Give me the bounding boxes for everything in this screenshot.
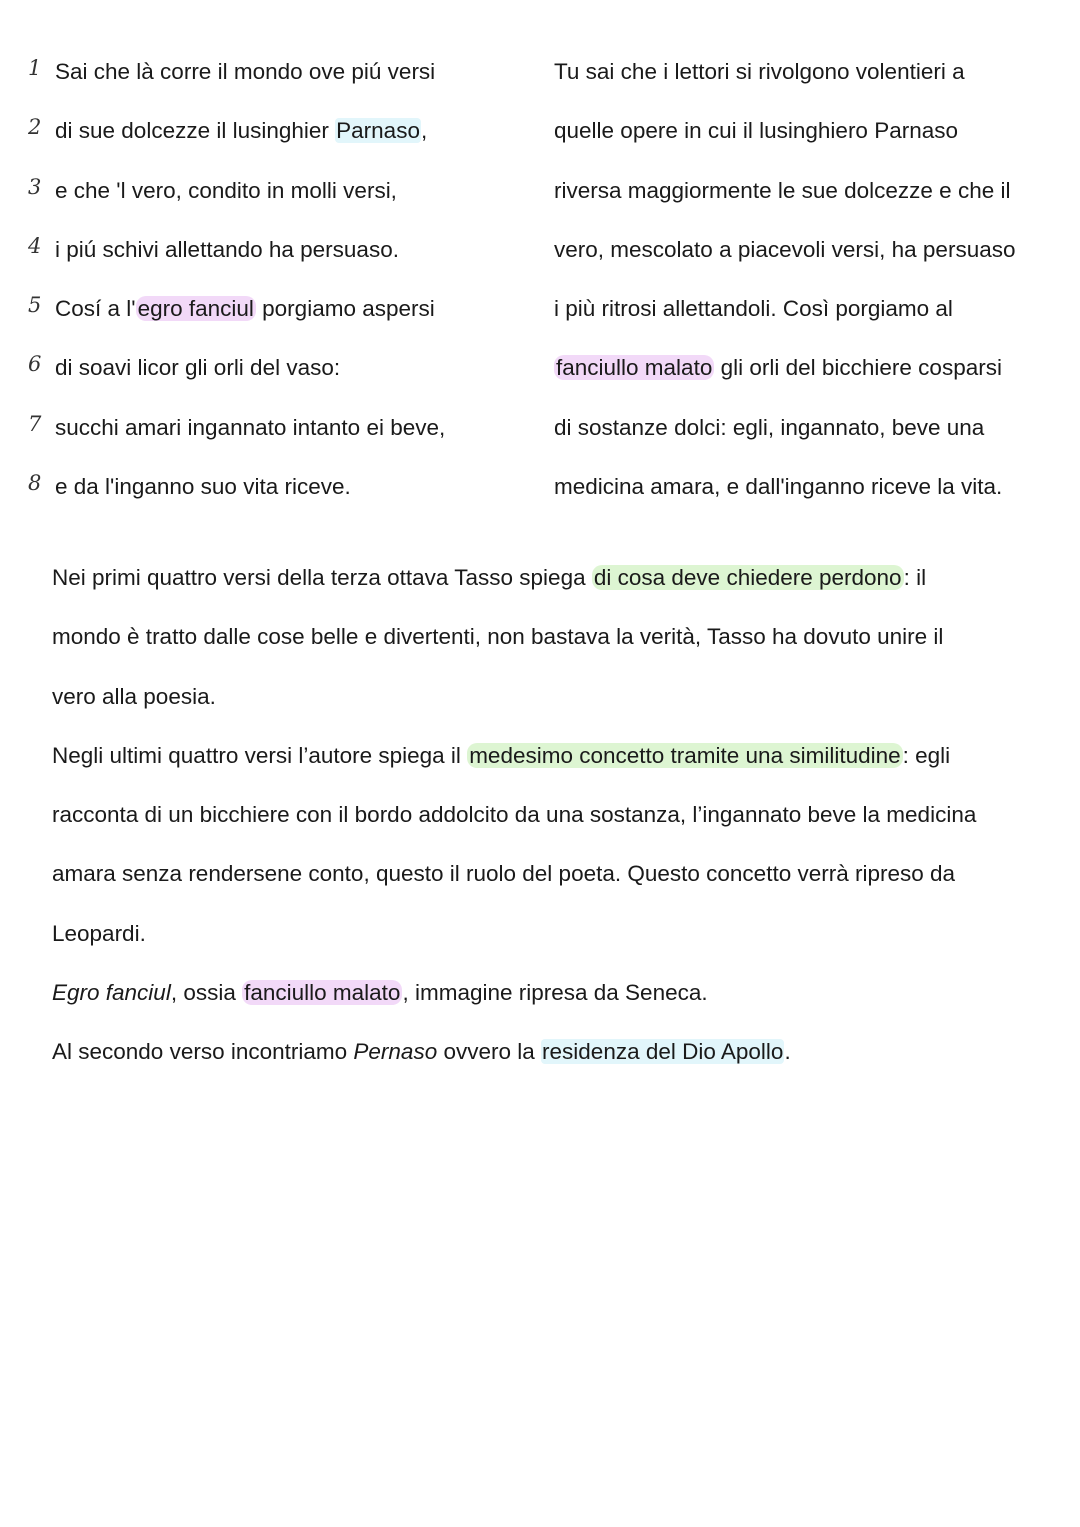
verse-original: Sai che là corre il mondo ove piú versi [55, 59, 436, 84]
highlight-fanciullo-malato: fanciullo malato [556, 355, 713, 381]
verse-original: Cosí a l'egro fanciul porgiamo aspersi [55, 296, 435, 322]
verse-number: 7 [28, 411, 42, 436]
verse-translation: Tu sai che i lettori si rivolgono volentieri a [554, 59, 965, 84]
commentary-line: amara senza rendersene conto, questo il ruolo del poeta. Questo concetto verrà ripreso da [52, 861, 956, 887]
verse-number: 8 [28, 471, 42, 496]
commentary-line: Negli ultimi quattro versi l’autore spiega il medesimo concetto tramite una similitudine: egli [52, 742, 951, 768]
verse-number: 6 [28, 352, 42, 377]
verse-row [0, 42, 1080, 101]
verse-number: 1 [28, 56, 42, 80]
verse-translation: riversa maggiormente le sue dolcezze e che il [554, 177, 1011, 203]
verse-original: succhi amari ingannato intanto ei beve, [55, 414, 446, 440]
verse-row [0, 101, 1080, 160]
highlight-perdono: di cosa deve chiedere perdono [593, 565, 902, 590]
verse-translation: vero, mescolato a piacevoli versi, ha persuaso [554, 236, 1016, 262]
highlight-residenza-apollo: residenza del Dio Apollo [542, 1039, 784, 1065]
verse-row [0, 279, 1080, 338]
highlight-similitudine: medesimo concetto tramite una similitudine [469, 742, 901, 768]
verse-original: i piú schivi allettando ha persuaso. [55, 236, 399, 262]
commentary-line: mondo è tratto dalle cose belle e divertenti, non bastava la verità, Tasso ha dovuto unire il [52, 624, 944, 650]
highlight-parnaso: Parnaso [336, 118, 420, 144]
verse-row [0, 161, 1080, 220]
verse-row [0, 398, 1080, 457]
commentary-line: Nei primi quattro versi della terza ottava Tasso spiega di cosa deve chiedere perdono: il [52, 565, 927, 590]
verse-row [0, 338, 1080, 397]
verse-row [0, 220, 1080, 279]
verse-translation: i più ritrosi allettandoli. Così porgiamo al [554, 296, 953, 322]
verse-number: 5 [28, 293, 42, 318]
verse-translation: di sostanze dolci: egli, ingannato, beve una [554, 414, 985, 440]
commentary-line: racconta di un bicchiere con il bordo addolcito da una sostanza, l’ingannato beve la medicina [52, 802, 977, 828]
verse-translation: medicina amara, e dall'inganno riceve la vita. [554, 474, 1003, 500]
verse-original: di soavi licor gli orli del vaso: [55, 355, 341, 381]
italic-pernaso: Pernaso [353, 1039, 438, 1065]
verse-number: 2 [28, 115, 42, 140]
verse-number: 4 [28, 233, 42, 258]
italic-egro-fanciul: Egro fanciul [52, 980, 171, 1006]
verse-row [0, 457, 1080, 516]
commentary [52, 548, 1052, 1082]
verse-translation: quelle opere in cui il lusinghiero Parnaso [554, 118, 959, 144]
verse-original: di sue dolcezze il lusinghier Parnaso, [55, 118, 428, 144]
commentary-line: Egro fanciul, ossia fanciullo malato, immagine ripresa da Seneca. [52, 980, 708, 1006]
commentary-line: Leopardi. [52, 920, 146, 946]
verse-original: e che 'l vero, condito in molli versi, [55, 177, 397, 203]
verse-table [0, 42, 1080, 516]
verse-original: e da l'inganno suo vita riceve. [55, 474, 351, 500]
commentary-line: Al secondo verso incontriamo Pernaso ovvero la residenza del Dio Apollo. [52, 1039, 791, 1065]
highlight-egro-fanciul: egro fanciul [137, 296, 254, 322]
highlight-fanciullo-malato-comment: fanciullo malato [244, 980, 401, 1006]
commentary-line: vero alla poesia. [52, 683, 216, 709]
verse-number: 3 [28, 174, 42, 199]
verse-translation: fanciullo malato gli orli del bicchiere cosparsi [556, 355, 1002, 381]
